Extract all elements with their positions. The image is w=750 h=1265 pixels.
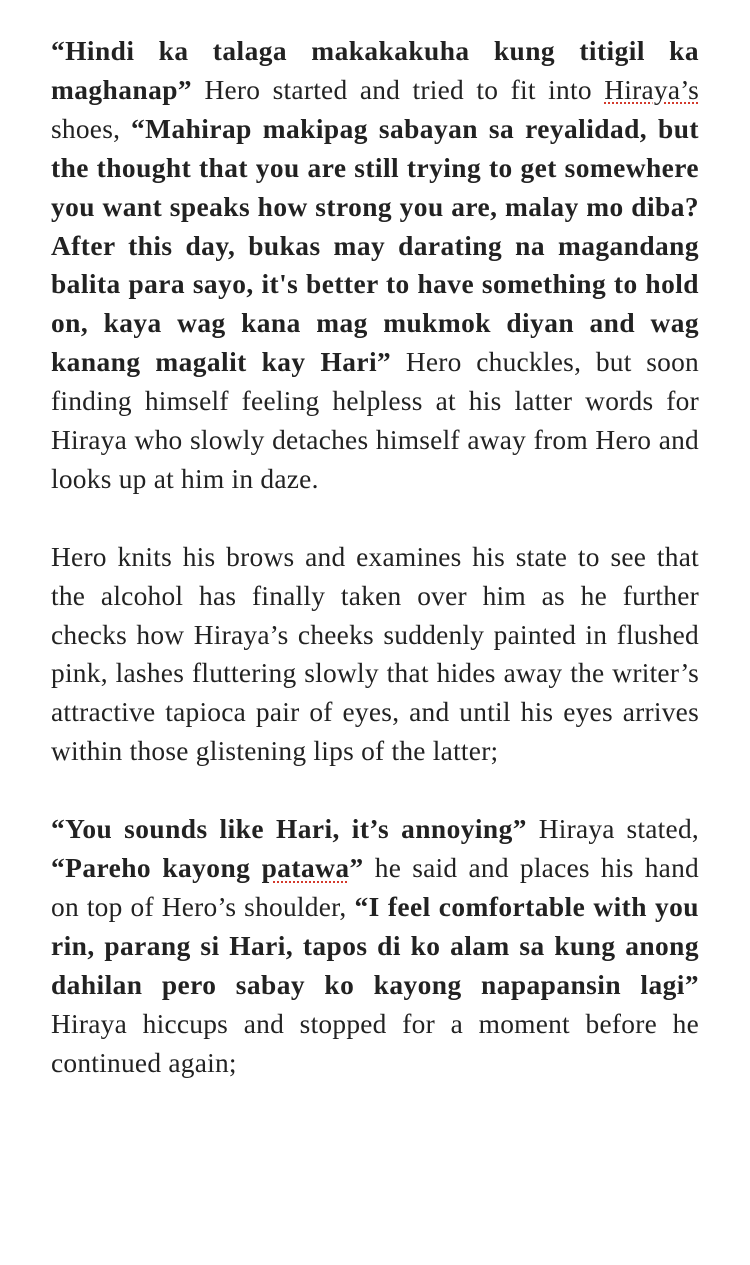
dialogue-text: “Hindi ka talaga makakakuha kung titigil ka maghanap” xyxy=(51,36,699,105)
dialogue-text: “Mahirap makipag sabayan sa reyalidad, but the thought that you are still trying to get somewhere you want speaks how strong you are, malay mo diba? After this day, bukas may darating na magandang balita para sayo, it's better to have something to hold on, kaya wag kana mag mukmok diyan and wag kanang magalit kay Hari” xyxy=(51,113,699,378)
dialogue-text: “Pareho kayong xyxy=(51,853,262,883)
narration-text: Hero chuckles, but soon finding himself feeling helpless at his latter words for Hiraya who slowly detaches himself away from Hero and looks up at him in daze. xyxy=(51,347,699,494)
story-paragraph xyxy=(51,32,699,499)
narration-text: Hero started and tried to fit into xyxy=(192,74,605,105)
story-paragraph xyxy=(51,538,699,771)
narration-text: Hiraya hiccups and stopped for a moment before he continued again; xyxy=(51,1008,699,1078)
narration-text: he said and places his hand on top of Hero’s shoulder, xyxy=(51,853,699,922)
spellcheck-word: Hiraya’s xyxy=(604,74,699,105)
spellcheck-word: patawa xyxy=(261,853,350,883)
narration-text: shoes, xyxy=(51,113,131,144)
dialogue-text: “I feel comfortable with you rin, parang si Hari, tapos di ko alam sa kung anong dahilan pero sabay ko kayong napapansin lagi” xyxy=(51,891,699,1000)
dialogue-text: “You sounds like Hari, it’s annoying” xyxy=(51,814,527,845)
story-paragraph xyxy=(51,810,699,1082)
narration-text: Hiraya stated, xyxy=(526,814,699,845)
dialogue-text: ” xyxy=(349,853,364,883)
story-text xyxy=(51,32,699,1121)
narration-text: Hero knits his brows and examines his state to see that the alcohol has finally taken over him as he further checks how Hiraya’s cheeks suddenly painted in flushed pink, lashes fluttering slowly that hides away the writer’s attractive tapioca pair of eyes, and until his eyes arrives within those glistening lips of the latter; xyxy=(51,541,699,767)
